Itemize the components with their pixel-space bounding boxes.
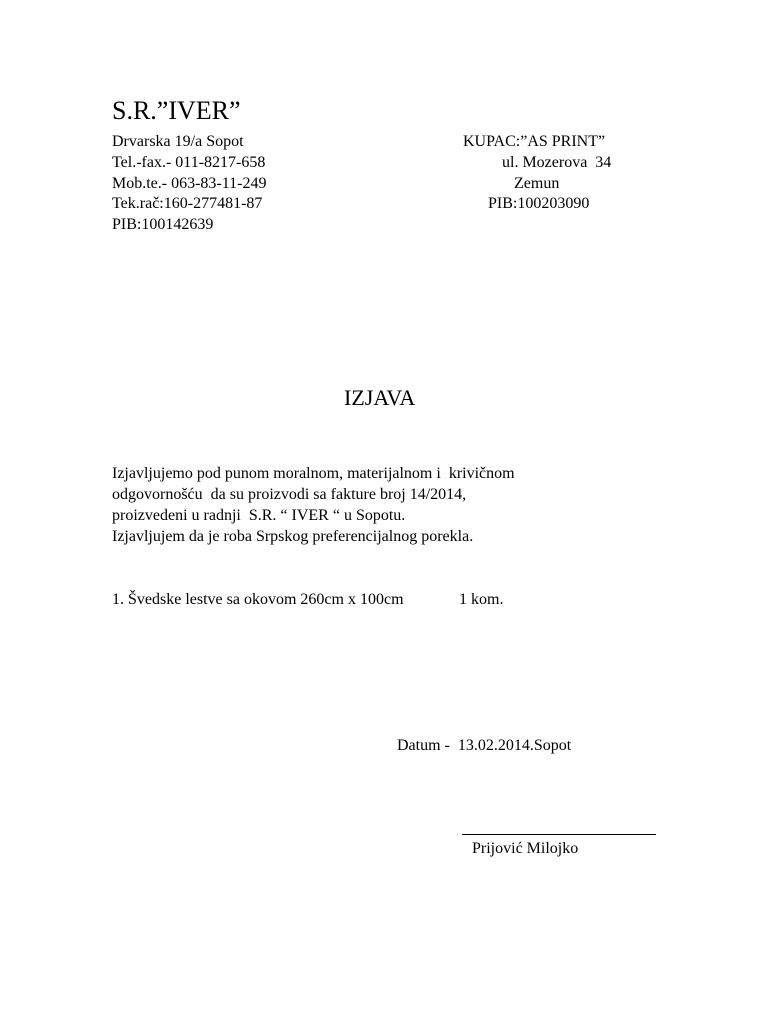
buyer-pib: PIB:100203090 bbox=[488, 195, 590, 212]
statement-line: odgovornošću da su proizvodi sa fakture broj 14/2014, bbox=[112, 486, 467, 503]
statement-line: Izjavljujemo pod punom moralnom, materijalnom i krivičnom bbox=[112, 465, 515, 482]
seller-pib: PIB:100142639 bbox=[112, 216, 214, 233]
buyer-street: ul. Mozerova 34 bbox=[502, 154, 612, 171]
signatory-name: Prijović Milojko bbox=[472, 840, 579, 857]
document-heading: IZJAVA bbox=[344, 385, 416, 410]
item-quantity: 1 kom. bbox=[459, 591, 504, 608]
seller-name: S.R.”IVER” bbox=[112, 96, 241, 125]
statement-line: proizvedeni u radnji S.R. “ IVER “ u Sopotu. bbox=[112, 507, 406, 524]
seller-address: Drvarska 19/a Sopot bbox=[112, 133, 244, 150]
seller-phone-fax: Tel.-fax.- 011-8217-658 bbox=[112, 154, 266, 171]
date-line: Datum - 13.02.2014.Sopot bbox=[397, 737, 572, 754]
signature-line bbox=[462, 834, 656, 835]
buyer-city: Zemun bbox=[514, 175, 560, 192]
item-description: 1. Švedske lestve sa okovom 260cm x 100cm bbox=[112, 591, 404, 608]
seller-mobile: Mob.te.- 063-83-11-249 bbox=[112, 175, 267, 192]
statement-line: Izjavljujem da je roba Srpskog preferencijalnog porekla. bbox=[112, 528, 474, 545]
buyer-name: KUPAC:”AS PRINT” bbox=[463, 133, 606, 150]
seller-bank-account: Tek.rač:160-277481-87 bbox=[112, 195, 263, 212]
